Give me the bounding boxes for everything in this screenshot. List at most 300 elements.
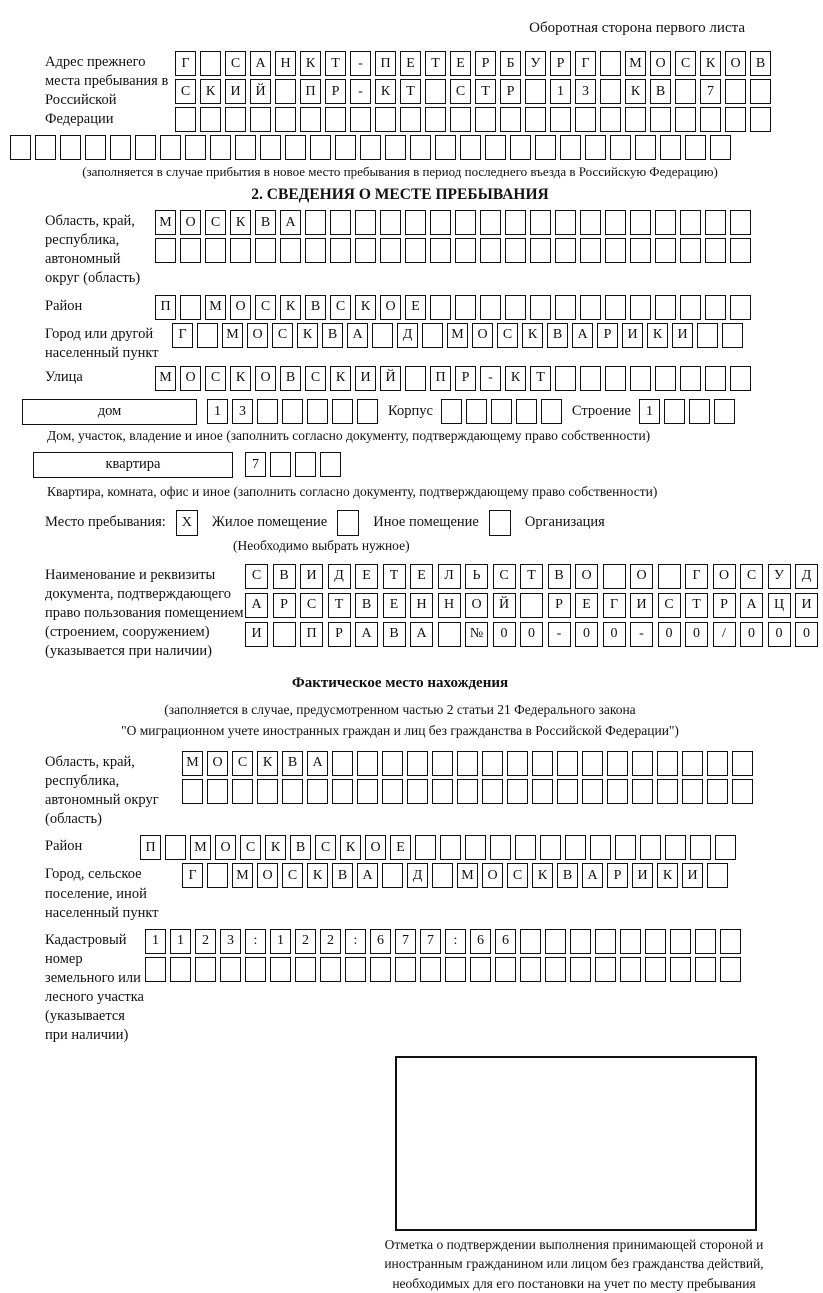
char-box[interactable]: С xyxy=(497,323,518,348)
char-box[interactable]: П xyxy=(155,295,176,320)
char-box[interactable]: Е xyxy=(450,51,471,76)
char-box[interactable] xyxy=(430,295,451,320)
char-box[interactable]: С xyxy=(205,210,226,235)
char-box[interactable]: С xyxy=(245,564,268,589)
char-box[interactable]: С xyxy=(507,863,528,888)
char-box[interactable] xyxy=(730,366,751,391)
char-box[interactable] xyxy=(225,107,246,132)
char-box[interactable] xyxy=(720,929,741,954)
char-box[interactable] xyxy=(135,135,156,160)
char-box[interactable] xyxy=(438,622,461,647)
char-box[interactable] xyxy=(232,779,253,804)
char-box[interactable]: Г xyxy=(175,51,196,76)
char-box[interactable] xyxy=(630,366,651,391)
char-box[interactable] xyxy=(675,107,696,132)
char-box[interactable]: Т xyxy=(328,593,351,618)
char-box[interactable]: С xyxy=(300,593,323,618)
char-box[interactable]: И xyxy=(672,323,693,348)
char-box[interactable]: А xyxy=(410,622,433,647)
char-box[interactable] xyxy=(520,929,541,954)
char-box[interactable] xyxy=(695,929,716,954)
char-box[interactable]: С xyxy=(493,564,516,589)
char-box[interactable] xyxy=(445,957,466,982)
char-box[interactable]: К xyxy=(522,323,543,348)
char-box[interactable] xyxy=(670,929,691,954)
char-box[interactable]: К xyxy=(230,210,251,235)
char-box[interactable]: 0 xyxy=(493,622,516,647)
char-box[interactable]: В xyxy=(547,323,568,348)
char-box[interactable]: 1 xyxy=(170,929,191,954)
char-box[interactable] xyxy=(520,957,541,982)
char-box[interactable]: И xyxy=(245,622,268,647)
char-box[interactable]: Д xyxy=(795,564,818,589)
char-box[interactable]: А xyxy=(280,210,301,235)
char-box[interactable] xyxy=(690,835,711,860)
char-box[interactable]: В xyxy=(332,863,353,888)
char-box[interactable] xyxy=(582,751,603,776)
char-box[interactable] xyxy=(335,135,356,160)
char-box[interactable]: 7 xyxy=(700,79,721,104)
char-box[interactable]: О xyxy=(247,323,268,348)
char-box[interactable]: В xyxy=(280,366,301,391)
char-box[interactable] xyxy=(680,366,701,391)
char-box[interactable] xyxy=(645,929,666,954)
dom-field-box[interactable] xyxy=(22,399,197,425)
char-box[interactable] xyxy=(545,957,566,982)
char-box[interactable] xyxy=(730,238,751,263)
char-box[interactable]: О xyxy=(180,210,201,235)
char-box[interactable]: О xyxy=(365,835,386,860)
char-box[interactable]: : xyxy=(445,929,466,954)
char-box[interactable] xyxy=(585,135,606,160)
char-box[interactable] xyxy=(582,779,603,804)
char-box[interactable]: К xyxy=(340,835,361,860)
char-box[interactable]: С xyxy=(330,295,351,320)
char-box[interactable]: М xyxy=(155,210,176,235)
char-box[interactable] xyxy=(630,210,651,235)
char-box[interactable]: О xyxy=(650,51,671,76)
char-box[interactable] xyxy=(725,107,746,132)
char-box[interactable]: Н xyxy=(438,593,461,618)
char-box[interactable] xyxy=(560,135,581,160)
char-box[interactable]: В xyxy=(255,210,276,235)
char-box[interactable] xyxy=(680,238,701,263)
char-box[interactable] xyxy=(707,863,728,888)
char-box[interactable] xyxy=(275,107,296,132)
char-box[interactable] xyxy=(10,135,31,160)
char-box[interactable] xyxy=(541,399,562,424)
char-box[interactable]: О xyxy=(215,835,236,860)
char-box[interactable] xyxy=(525,79,546,104)
char-box[interactable]: Т xyxy=(425,51,446,76)
char-box[interactable]: - xyxy=(630,622,653,647)
char-box[interactable] xyxy=(425,79,446,104)
char-box[interactable] xyxy=(680,210,701,235)
char-box[interactable] xyxy=(320,452,341,477)
char-box[interactable] xyxy=(185,135,206,160)
char-box[interactable] xyxy=(505,295,526,320)
char-box[interactable]: К xyxy=(647,323,668,348)
char-box[interactable] xyxy=(655,295,676,320)
char-box[interactable]: Е xyxy=(575,593,598,618)
char-box[interactable] xyxy=(455,238,476,263)
char-box[interactable] xyxy=(657,779,678,804)
char-box[interactable]: 1 xyxy=(550,79,571,104)
char-box[interactable] xyxy=(170,957,191,982)
char-box[interactable]: К xyxy=(625,79,646,104)
char-box[interactable] xyxy=(630,238,651,263)
char-box[interactable] xyxy=(355,238,376,263)
char-box[interactable]: М xyxy=(190,835,211,860)
char-box[interactable]: А xyxy=(307,751,328,776)
char-box[interactable]: П xyxy=(300,79,321,104)
char-box[interactable]: Е xyxy=(390,835,411,860)
char-box[interactable] xyxy=(610,135,631,160)
char-box[interactable]: К xyxy=(375,79,396,104)
char-box[interactable]: 6 xyxy=(470,929,491,954)
char-box[interactable] xyxy=(441,399,462,424)
char-box[interactable]: 0 xyxy=(685,622,708,647)
char-box[interactable]: К xyxy=(200,79,221,104)
char-box[interactable] xyxy=(530,238,551,263)
char-box[interactable]: О xyxy=(725,51,746,76)
char-box[interactable] xyxy=(257,399,278,424)
char-box[interactable] xyxy=(491,399,512,424)
char-box[interactable] xyxy=(732,779,753,804)
char-box[interactable]: У xyxy=(525,51,546,76)
char-box[interactable] xyxy=(603,564,626,589)
char-box[interactable] xyxy=(435,135,456,160)
char-box[interactable]: Г xyxy=(172,323,193,348)
char-box[interactable]: К xyxy=(230,366,251,391)
char-box[interactable] xyxy=(35,135,56,160)
char-box[interactable] xyxy=(525,107,546,132)
char-box[interactable]: Е xyxy=(405,295,426,320)
char-box[interactable] xyxy=(375,107,396,132)
char-box[interactable] xyxy=(605,295,626,320)
char-box[interactable]: В xyxy=(290,835,311,860)
char-box[interactable] xyxy=(725,79,746,104)
char-box[interactable]: М xyxy=(447,323,468,348)
char-box[interactable]: Н xyxy=(275,51,296,76)
char-box[interactable]: С xyxy=(232,751,253,776)
char-box[interactable]: 1 xyxy=(145,929,166,954)
char-box[interactable] xyxy=(382,751,403,776)
char-box[interactable]: 0 xyxy=(740,622,763,647)
char-box[interactable] xyxy=(565,835,586,860)
char-box[interactable] xyxy=(405,366,426,391)
checkbox-zhiloe[interactable]: X xyxy=(176,510,198,536)
char-box[interactable]: А xyxy=(355,622,378,647)
char-box[interactable] xyxy=(490,835,511,860)
char-box[interactable] xyxy=(540,835,561,860)
char-box[interactable]: И xyxy=(632,863,653,888)
char-box[interactable] xyxy=(722,323,743,348)
char-box[interactable] xyxy=(480,295,501,320)
char-box[interactable] xyxy=(230,238,251,263)
char-box[interactable] xyxy=(705,238,726,263)
char-box[interactable] xyxy=(405,238,426,263)
char-box[interactable] xyxy=(255,238,276,263)
char-box[interactable]: С xyxy=(675,51,696,76)
char-box[interactable]: 3 xyxy=(232,399,253,424)
char-box[interactable] xyxy=(670,957,691,982)
char-box[interactable]: К xyxy=(657,863,678,888)
char-box[interactable] xyxy=(432,751,453,776)
char-box[interactable] xyxy=(395,957,416,982)
char-box[interactable] xyxy=(280,238,301,263)
char-box[interactable] xyxy=(330,238,351,263)
char-box[interactable] xyxy=(507,751,528,776)
char-box[interactable] xyxy=(555,210,576,235)
char-box[interactable] xyxy=(310,135,331,160)
char-box[interactable] xyxy=(665,835,686,860)
char-box[interactable]: № xyxy=(465,622,488,647)
char-box[interactable]: М xyxy=(182,751,203,776)
char-box[interactable]: М xyxy=(155,366,176,391)
char-box[interactable]: Р xyxy=(713,593,736,618)
char-box[interactable]: Р xyxy=(455,366,476,391)
char-box[interactable]: / xyxy=(713,622,736,647)
char-box[interactable]: Д xyxy=(407,863,428,888)
char-box[interactable] xyxy=(372,323,393,348)
char-box[interactable]: 6 xyxy=(370,929,391,954)
char-box[interactable] xyxy=(475,107,496,132)
char-box[interactable]: И xyxy=(300,564,323,589)
char-box[interactable] xyxy=(505,210,526,235)
char-box[interactable]: А xyxy=(347,323,368,348)
char-box[interactable] xyxy=(657,751,678,776)
char-box[interactable]: - xyxy=(350,51,371,76)
char-box[interactable] xyxy=(357,751,378,776)
char-box[interactable]: 2 xyxy=(295,929,316,954)
kvartira-field-box[interactable] xyxy=(33,452,233,478)
char-box[interactable]: С xyxy=(740,564,763,589)
char-box[interactable]: С xyxy=(255,295,276,320)
char-box[interactable] xyxy=(520,593,543,618)
char-box[interactable]: : xyxy=(345,929,366,954)
char-box[interactable] xyxy=(590,835,611,860)
char-box[interactable] xyxy=(457,779,478,804)
char-box[interactable] xyxy=(385,135,406,160)
char-box[interactable] xyxy=(532,751,553,776)
char-box[interactable]: А xyxy=(582,863,603,888)
char-box[interactable] xyxy=(750,79,771,104)
char-box[interactable] xyxy=(407,779,428,804)
char-box[interactable] xyxy=(282,399,303,424)
char-box[interactable] xyxy=(270,452,291,477)
char-box[interactable] xyxy=(507,779,528,804)
char-box[interactable]: Й xyxy=(250,79,271,104)
char-box[interactable]: Б xyxy=(500,51,521,76)
char-box[interactable] xyxy=(516,399,537,424)
char-box[interactable] xyxy=(220,957,241,982)
char-box[interactable] xyxy=(625,107,646,132)
char-box[interactable] xyxy=(380,238,401,263)
char-box[interactable] xyxy=(410,135,431,160)
char-box[interactable]: С xyxy=(272,323,293,348)
char-box[interactable]: Т xyxy=(325,51,346,76)
char-box[interactable]: Р xyxy=(475,51,496,76)
char-box[interactable]: 7 xyxy=(395,929,416,954)
char-box[interactable] xyxy=(270,957,291,982)
char-box[interactable] xyxy=(500,107,521,132)
char-box[interactable]: К xyxy=(307,863,328,888)
char-box[interactable]: Е xyxy=(383,593,406,618)
char-box[interactable] xyxy=(432,863,453,888)
char-box[interactable] xyxy=(466,399,487,424)
char-box[interactable] xyxy=(595,957,616,982)
char-box[interactable] xyxy=(695,957,716,982)
char-box[interactable]: О xyxy=(255,366,276,391)
char-box[interactable]: Р xyxy=(273,593,296,618)
char-box[interactable]: С xyxy=(305,366,326,391)
char-box[interactable] xyxy=(580,210,601,235)
char-box[interactable] xyxy=(632,751,653,776)
char-box[interactable]: С xyxy=(240,835,261,860)
char-box[interactable]: 0 xyxy=(520,622,543,647)
char-box[interactable]: - xyxy=(350,79,371,104)
char-box[interactable]: С xyxy=(282,863,303,888)
char-box[interactable]: С xyxy=(658,593,681,618)
char-box[interactable]: В xyxy=(750,51,771,76)
char-box[interactable] xyxy=(680,295,701,320)
char-box[interactable] xyxy=(425,107,446,132)
char-box[interactable] xyxy=(715,835,736,860)
char-box[interactable]: П xyxy=(300,622,323,647)
char-box[interactable] xyxy=(175,107,196,132)
char-box[interactable]: - xyxy=(480,366,501,391)
char-box[interactable] xyxy=(675,79,696,104)
char-box[interactable] xyxy=(730,295,751,320)
char-box[interactable] xyxy=(470,957,491,982)
char-box[interactable]: Т xyxy=(383,564,406,589)
char-box[interactable] xyxy=(495,957,516,982)
char-box[interactable] xyxy=(207,863,228,888)
char-box[interactable] xyxy=(357,399,378,424)
char-box[interactable] xyxy=(557,751,578,776)
char-box[interactable] xyxy=(382,863,403,888)
char-box[interactable] xyxy=(422,323,443,348)
char-box[interactable] xyxy=(273,622,296,647)
char-box[interactable]: О xyxy=(630,564,653,589)
char-box[interactable] xyxy=(160,135,181,160)
char-box[interactable]: 0 xyxy=(603,622,626,647)
char-box[interactable]: М xyxy=(222,323,243,348)
char-box[interactable] xyxy=(600,79,621,104)
char-box[interactable] xyxy=(645,957,666,982)
char-box[interactable] xyxy=(482,751,503,776)
char-box[interactable]: В xyxy=(322,323,343,348)
char-box[interactable]: Г xyxy=(603,593,626,618)
char-box[interactable]: А xyxy=(740,593,763,618)
char-box[interactable]: А xyxy=(357,863,378,888)
char-box[interactable]: К xyxy=(265,835,286,860)
char-box[interactable] xyxy=(510,135,531,160)
char-box[interactable] xyxy=(660,135,681,160)
char-box[interactable]: 0 xyxy=(658,622,681,647)
char-box[interactable] xyxy=(605,210,626,235)
char-box[interactable] xyxy=(545,929,566,954)
char-box[interactable] xyxy=(620,957,641,982)
char-box[interactable] xyxy=(530,295,551,320)
char-box[interactable] xyxy=(664,399,685,424)
char-box[interactable]: Р xyxy=(328,622,351,647)
char-box[interactable] xyxy=(635,135,656,160)
char-box[interactable]: О xyxy=(180,366,201,391)
char-box[interactable] xyxy=(707,751,728,776)
char-box[interactable] xyxy=(207,779,228,804)
char-box[interactable] xyxy=(460,135,481,160)
char-box[interactable]: О xyxy=(465,593,488,618)
char-box[interactable] xyxy=(407,751,428,776)
char-box[interactable] xyxy=(607,779,628,804)
char-box[interactable]: О xyxy=(230,295,251,320)
char-box[interactable]: И xyxy=(355,366,376,391)
char-box[interactable] xyxy=(432,779,453,804)
char-box[interactable]: М xyxy=(457,863,478,888)
char-box[interactable]: В xyxy=(305,295,326,320)
char-box[interactable] xyxy=(557,779,578,804)
char-box[interactable]: Т xyxy=(475,79,496,104)
char-box[interactable] xyxy=(305,210,326,235)
char-box[interactable] xyxy=(555,366,576,391)
char-box[interactable]: Д xyxy=(397,323,418,348)
char-box[interactable] xyxy=(382,779,403,804)
char-box[interactable]: К xyxy=(330,366,351,391)
char-box[interactable] xyxy=(697,323,718,348)
char-box[interactable] xyxy=(600,51,621,76)
char-box[interactable]: К xyxy=(505,366,526,391)
char-box[interactable]: 0 xyxy=(575,622,598,647)
char-box[interactable] xyxy=(714,399,735,424)
char-box[interactable] xyxy=(295,452,316,477)
char-box[interactable] xyxy=(200,51,221,76)
char-box[interactable]: П xyxy=(140,835,161,860)
char-box[interactable] xyxy=(260,135,281,160)
char-box[interactable] xyxy=(705,295,726,320)
char-box[interactable]: Р xyxy=(325,79,346,104)
char-box[interactable]: И xyxy=(622,323,643,348)
char-box[interactable]: В xyxy=(355,593,378,618)
char-box[interactable] xyxy=(550,107,571,132)
char-box[interactable]: Й xyxy=(380,366,401,391)
char-box[interactable] xyxy=(295,957,316,982)
char-box[interactable]: О xyxy=(713,564,736,589)
checkbox-organizatsiya[interactable] xyxy=(489,510,511,536)
char-box[interactable]: Н xyxy=(410,593,433,618)
char-box[interactable] xyxy=(707,779,728,804)
char-box[interactable] xyxy=(607,751,628,776)
char-box[interactable] xyxy=(350,107,371,132)
char-box[interactable]: А xyxy=(572,323,593,348)
char-box[interactable]: 2 xyxy=(320,929,341,954)
char-box[interactable] xyxy=(210,135,231,160)
char-box[interactable] xyxy=(155,238,176,263)
char-box[interactable] xyxy=(360,135,381,160)
char-box[interactable]: П xyxy=(430,366,451,391)
char-box[interactable]: О xyxy=(482,863,503,888)
char-box[interactable] xyxy=(332,779,353,804)
char-box[interactable] xyxy=(195,957,216,982)
char-box[interactable] xyxy=(480,210,501,235)
char-box[interactable]: В xyxy=(650,79,671,104)
char-box[interactable] xyxy=(580,295,601,320)
char-box[interactable]: О xyxy=(207,751,228,776)
char-box[interactable] xyxy=(535,135,556,160)
char-box[interactable]: Р xyxy=(597,323,618,348)
char-box[interactable]: А xyxy=(245,593,268,618)
